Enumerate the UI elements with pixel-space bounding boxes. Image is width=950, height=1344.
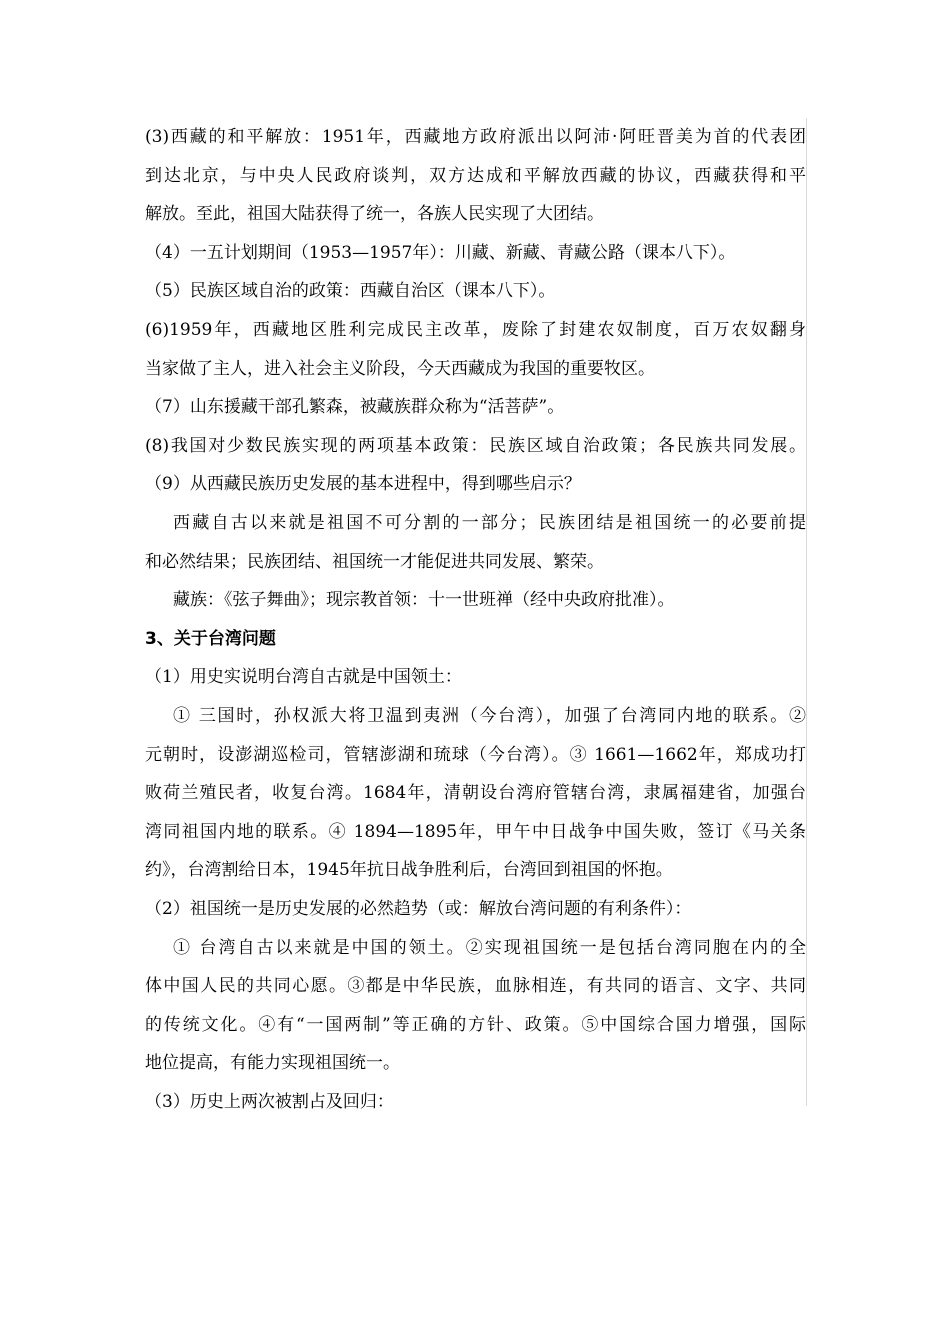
text-line: （5）民族区域自治的政策：西藏自治区（课本八下）。	[145, 281, 556, 301]
text-line: (6)1959年，西藏地区胜利完成民主改革，废除了封建农奴制度，百万农奴翻身	[145, 320, 806, 340]
text-line: （9）从西藏民族历史发展的基本进程中，得到哪些启示？	[145, 474, 581, 494]
text-line: 约》，台湾割给日本，1945年抗日战争胜利后，台湾回到祖国的怀抱。	[145, 860, 673, 880]
text-line: 元朝时，设澎湖巡检司，管辖澎湖和琉球（今台湾）。③ 1661—1662年，郑成功打	[145, 745, 806, 765]
text-line: 体中国人民的共同心愿。③都是中华民族，血脉相连，有共同的语言、文字、共同	[145, 976, 806, 996]
text-line: （1）用史实说明台湾自古就是中国领土：	[145, 667, 462, 687]
text-line: (8)我国对少数民族实现的两项基本政策：民族区域自治政策；各民族共同发展。	[145, 436, 806, 456]
text-line: 西藏自古以来就是祖国不可分割的一部分；民族团结是祖国统一的必要前提	[173, 513, 806, 533]
text-line: 地位提高，有能力实现祖国统一。	[145, 1053, 400, 1073]
text-line: ① 三国时，孙权派大将卫温到夷洲（今台湾），加强了台湾同内地的联系。②	[173, 706, 806, 726]
text-line: 败荷兰殖民者，收复台湾。1684年，清朝设台湾府管辖台湾，隶属福建省，加强台	[145, 783, 806, 803]
text-line: 解放。至此，祖国大陆获得了统一，各族人民实现了大团结。	[145, 204, 604, 224]
text-line: （4）一五计划期间（1953—1957年）：川藏、新藏、青藏公路（课本八下）。	[145, 243, 736, 263]
text-line: (3)西藏的和平解放：1951年，西藏地方政府派出以阿沛·阿旺晋美为首的代表团	[145, 127, 806, 147]
text-line: （3）历史上两次被割占及回归：	[145, 1092, 394, 1112]
text-line: 的传统文化。④有“一国两制”等正确的方针、政策。⑤中国综合国力增强，国际	[145, 1015, 806, 1035]
text-line: 和必然结果；民族团结、祖国统一才能促进共同发展、繁荣。	[145, 552, 604, 572]
text-line: 到达北京，与中央人民政府谈判，双方达成和平解放西藏的协议，西藏获得和平	[145, 166, 806, 186]
section-heading: 3、关于台湾问题	[145, 629, 276, 649]
document-page	[145, 118, 807, 1112]
text-line: 湾同祖国内地的联系。④ 1894—1895年，甲午中日战争中国失败，签订《马关条	[145, 822, 806, 842]
text-line: 藏族：《弦子舞曲》；现宗教首领：十一世班禅（经中央政府批准）。	[173, 590, 675, 610]
text-line: （7）山东援藏干部孔繁森，被藏族群众称为“活菩萨”。	[145, 397, 565, 417]
text-line: 当家做了主人，进入社会主义阶段，今天西藏成为我国的重要牧区。	[145, 359, 655, 379]
text-line: ① 台湾自古以来就是中国的领土。②实现祖国统一是包括台湾同胞在内的全	[173, 938, 806, 958]
text-line: （2）祖国统一是历史发展的必然趋势（或：解放台湾问题的有利条件）：	[145, 899, 692, 919]
